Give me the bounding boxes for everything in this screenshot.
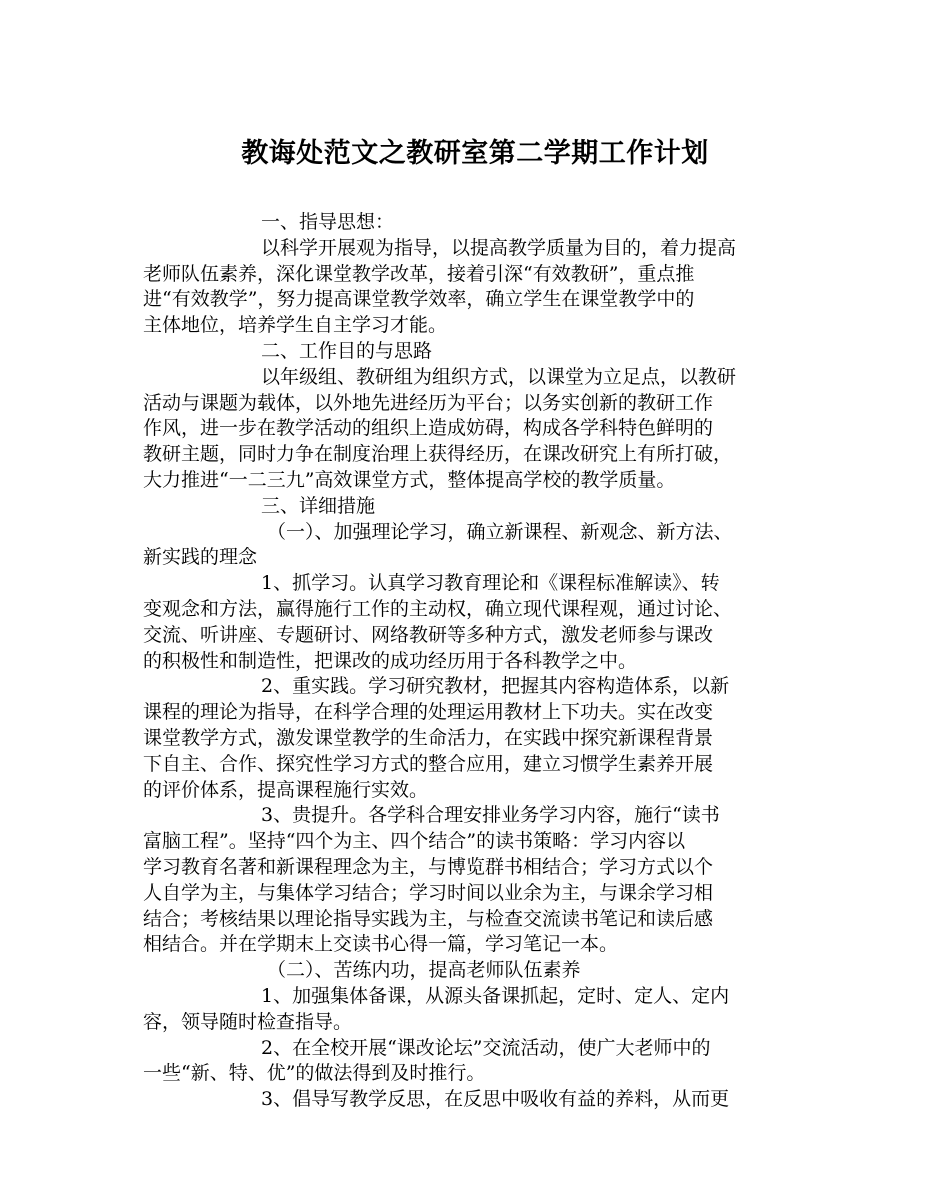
text-line: 富脑工程”。坚持“四个为主、四个结合”的读书策略：学习内容以	[143, 830, 686, 853]
text-line: （一）、加强理论学习，确立新课程、新观念、新方法、	[267, 520, 733, 543]
text-line: 相结合。并在学期末上交读书心得一篇，学习笔记一本。	[143, 933, 619, 956]
text-line: 交流、听讲座、专题研讨、网络教研等多种方式，激发老师参与课改	[143, 623, 714, 646]
text-line: 人自学为主，与集体学习结合；学习时间以业余为主，与课余学习相	[143, 881, 714, 904]
text-line: 的积极性和制造性，把课改的成功经历用于各科教学之中。	[143, 649, 638, 672]
text-line: 3、倡导写教学反思，在反思中吸收有益的养料，从而更	[261, 1088, 730, 1111]
text-line: 结合；考核结果以理论指导实践为主，与检查交流读书笔记和读后感	[143, 907, 714, 930]
text-line: 一、指导思想：	[261, 211, 395, 233]
text-line: 进“有效教学”，努力提高课堂教学效率，确立学生在课堂教学中的	[143, 288, 695, 311]
text-line: 的评价体系，提高课程施行实效。	[143, 778, 429, 801]
text-line: 老师队伍素养，深化课堂教学改革，接着引深“有效教研”，重点推	[143, 262, 695, 285]
text-line: 二、工作目的与思路	[261, 339, 433, 362]
text-line: 学习教育名著和新课程理念为主，与博览群书相结合；学习方式以个	[143, 855, 714, 878]
text-line: 变观念和方法，赢得施行工作的主动权，确立现代课程观，通过讨论、	[143, 597, 733, 620]
text-line: 以年级组、教研组为组织方式，以课堂为立足点，以教研	[261, 365, 737, 388]
text-line: 2、重实践。学习研究教材，把握其内容构造体系，以新	[261, 675, 730, 698]
text-line: 容，领导随时检查指导。	[143, 1010, 353, 1033]
text-line: 3、贵提升。各学科合理安排业务学习内容，施行“读书	[261, 804, 720, 827]
document-title: 教诲处范文之教研室第二学期工作计划	[241, 138, 709, 169]
text-line: 大力推进“一二三九”高效课堂方式，整体提高学校的教学质量。	[143, 468, 676, 491]
text-line: 2、在全校开展“课改论坛”交流活动，使广大老师中的	[261, 1036, 711, 1059]
text-line: （二）、苦练内功，提高老师队伍素养	[267, 959, 581, 982]
text-line: 教研主题，同时力争在制度治理上获得经历，在课改研究上有所打破，	[143, 443, 733, 466]
text-line: 活动与课题为载体，以外地先进经历为平台；以务实创新的教研工作	[143, 391, 714, 414]
text-line: 新实践的理念	[143, 546, 258, 569]
text-line: 课程的理论为指导，在科学合理的处理运用教材上下功夫。实在改变	[143, 701, 714, 724]
text-line: 1、加强集体备课，从源头备课抓起，定时、定人、定内	[261, 984, 730, 1007]
text-line: 课堂教学方式，激发课堂教学的生命活力，在实践中探究新课程背景	[143, 726, 714, 749]
document-body	[143, 210, 823, 1113]
text-line: 1、抓学习。认真学习教育理论和《课程标准解读》、转	[261, 572, 720, 595]
text-line: 以科学开展观为指导，以提高教学质量为目的，着力提高	[261, 236, 737, 259]
text-line: 主体地位，培养学生自主学习才能。	[143, 314, 448, 337]
text-line: 一些“新、特、优”的做法得到及时推行。	[143, 1062, 486, 1085]
text-line: 作风，进一步在教学活动的组织上造成妨碍，构成各学科特色鲜明的	[143, 417, 714, 440]
text-line: 三、详细措施	[261, 494, 376, 517]
text-line: 下自主、合作、探究性学习方式的整合应用，建立习惯学生素养开展	[143, 752, 714, 775]
